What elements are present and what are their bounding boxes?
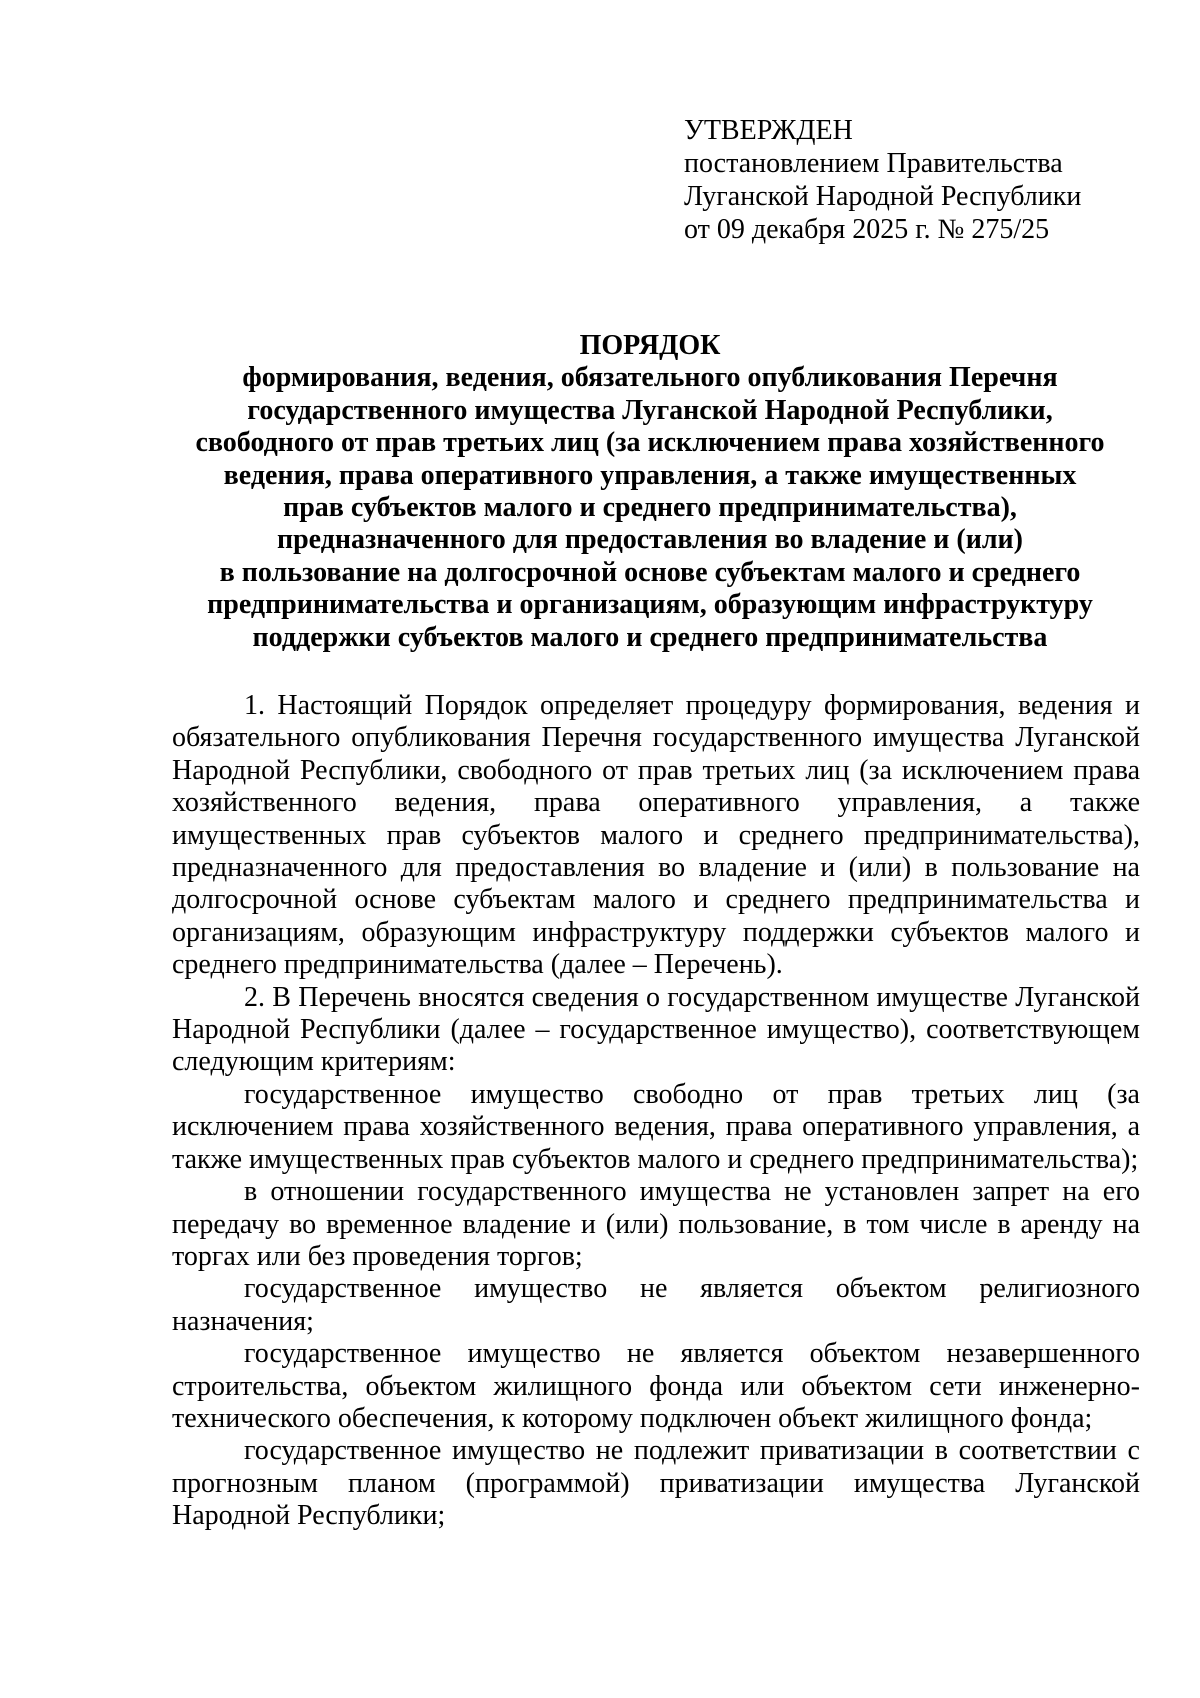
paragraph-2-criteria-intro: 2. В Перечень вносятся сведения о государственном имуществе Луганской Народной Республики (далее – государственное имущество), соответствующем следующим критериям: bbox=[172, 981, 1140, 1078]
criterion-not-privatized: государственное имущество не подлежит приватизации в соответствии с прогнозным планом (программой) приватизации имущества Луганской Народной Республики; bbox=[172, 1435, 1140, 1532]
title-line: формирования, ведения, обязательного опубликования Перечня bbox=[242, 362, 1058, 394]
approval-title: УТВЕРЖДЕН bbox=[684, 115, 853, 146]
title-heading: ПОРЯДОК bbox=[579, 330, 721, 361]
approval-republic: Луганской Народной Республики bbox=[684, 181, 1082, 212]
title-line: предпринимательства и организациям, образующим инфраструктуру bbox=[207, 589, 1093, 621]
title-line: в пользование на долгосрочной основе субъектам малого и среднего bbox=[219, 556, 1081, 588]
approval-stamp bbox=[684, 114, 1144, 246]
criterion-not-religious: государственное имущество не является объектом религиозного назначения; bbox=[172, 1273, 1140, 1337]
criterion-free-of-rights: государственное имущество свободно от прав третьих лиц (за исключением права хозяйственного ведения, права оперативного управления, а также имущественных прав субъектов малого и среднего предпринимательства); bbox=[172, 1078, 1140, 1175]
approval-date-number: от 09 декабря 2025 г. № 275/25 bbox=[684, 214, 1050, 245]
title-line: свободного от прав третьих лиц (за исключением права хозяйственного bbox=[195, 427, 1105, 459]
title-line: поддержки субъектов малого и среднего предпринимательства bbox=[252, 621, 1048, 653]
title-line: предназначенного для предоставления во владение и (или) bbox=[276, 524, 1024, 556]
approval-authority: постановлением Правительства bbox=[684, 148, 1063, 179]
title-line: ведения, права оперативного управления, а также имущественных bbox=[223, 459, 1077, 491]
criterion-not-unfinished-construction: государственное имущество не является объектом незавершенного строительства, объектом жилищного фонда или объектом сети инженерно-технического обеспечения, к которому подключен объект жилищного фонда; bbox=[172, 1338, 1140, 1434]
document-title bbox=[160, 330, 1140, 654]
document-body bbox=[172, 690, 1140, 1533]
paragraph-1-scope: 1. Настоящий Порядок определяет процедуру формирования, ведения и обязательного опубликования Перечня государственного имущества Луганской Народной Республики, свободного от прав третьих лиц (за исключением права хозяйственного ведения, права оперативного управления, а также имущественных прав субъектов малого и среднего предпринимательства), предназначенного для предоставления во владение и (или) в пользование на долгосрочной основе субъектам малого и среднего предпринимательства и организациям, образующим инфраструктуру поддержки субъектов малого и среднего предпринимательства (далее – Перечень). bbox=[172, 690, 1140, 981]
criterion-no-transfer-ban: в отношении государственного имущества не установлен запрет на его передачу во временное владение и (или) пользование, в том числе в аренду на торгах или без проведения торгов; bbox=[172, 1176, 1140, 1272]
title-line: прав субъектов малого и среднего предпринимательства), bbox=[283, 492, 1017, 524]
title-line: государственного имущества Луганской Народной Республики, bbox=[247, 394, 1053, 426]
